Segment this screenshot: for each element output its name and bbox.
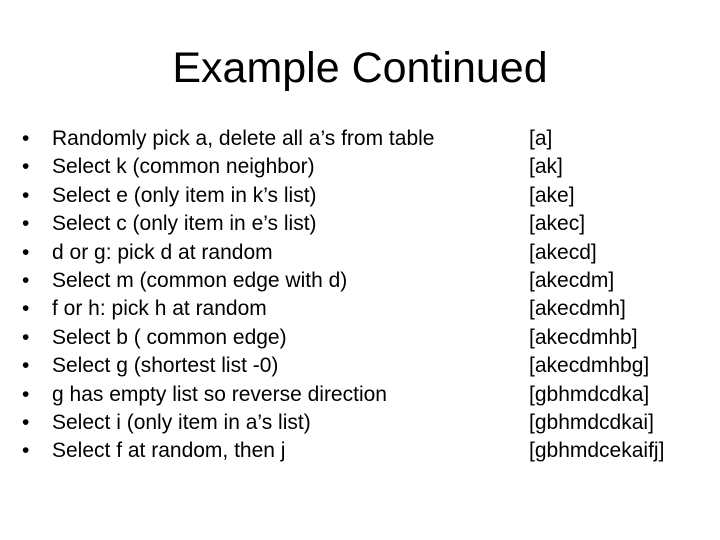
step-text: Select c (only item in e’s list) <box>52 212 317 236</box>
step-text: Select f at random, then j <box>52 439 286 463</box>
result-item: [gbhmdcdkai] <box>529 410 654 434</box>
step-text: d or g: pick d at random <box>52 240 273 264</box>
result-item: [akec] <box>529 212 586 236</box>
bullet-icon: • <box>22 155 30 179</box>
bullet-icon: • <box>22 410 30 434</box>
result-item: [akecdmh] <box>529 297 626 321</box>
slide-title: Example Continued <box>172 44 548 92</box>
bullet-icon: • <box>22 354 30 378</box>
result-item: [akecdmhb] <box>529 325 638 349</box>
result-list <box>529 125 664 466</box>
step-text: g has empty list so reverse direction <box>52 382 387 406</box>
step-text: f or h: pick h at random <box>52 297 267 321</box>
step-text: Select k (common neighbor) <box>52 155 315 179</box>
result-item: [ak] <box>529 155 563 179</box>
bullet-icon: • <box>22 127 30 150</box>
bullet-icon: • <box>22 439 30 463</box>
result-item: [ake] <box>529 183 575 207</box>
step-text: Select e (only item in k’s list) <box>52 183 317 207</box>
step-text: Select b ( common edge) <box>52 325 287 349</box>
bullet-icon: • <box>22 297 30 321</box>
result-item: [akecd] <box>529 240 597 264</box>
result-item: [gbhmdcekaifj] <box>529 439 665 463</box>
bullet-icon: • <box>22 183 30 207</box>
result-item: [a] <box>529 127 553 150</box>
bullet-icon: • <box>22 212 30 236</box>
bullet-icon: • <box>22 240 30 264</box>
result-item: [akecdmhbg] <box>529 354 650 378</box>
step-text: Select g (shortest list -0) <box>52 354 279 378</box>
result-item: [gbhmdcdka] <box>529 382 650 406</box>
result-item: [akecdm] <box>529 268 615 292</box>
bullet-icon: • <box>22 382 30 406</box>
step-text: Select m (common edge with d) <box>52 268 348 292</box>
step-text: Select i (only item in a’s list) <box>52 410 311 434</box>
bullet-icon: • <box>22 325 30 349</box>
step-text: Randomly pick a, delete all a’s from table <box>52 127 435 150</box>
bullet-icon: • <box>22 268 30 292</box>
